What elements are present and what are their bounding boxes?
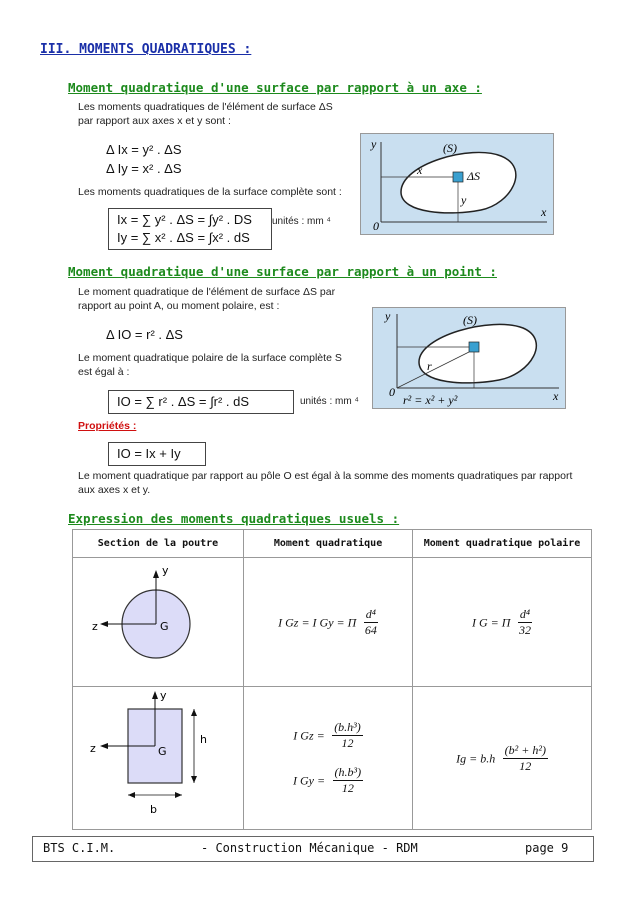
page-footer bbox=[32, 836, 594, 862]
formula-delta-iy: Δ Iy = x² . ΔS bbox=[106, 161, 182, 176]
table-row-rect bbox=[73, 687, 592, 830]
table-header-row bbox=[73, 530, 592, 558]
table-row-circle bbox=[73, 558, 592, 687]
fig1-origin: 0 bbox=[373, 219, 379, 233]
rect-z-label: z bbox=[90, 742, 96, 755]
formula-delta-io: Δ IO = r² . ΔS bbox=[106, 327, 183, 342]
rect-ig-num: (b² + h²) bbox=[504, 742, 546, 757]
axis-figure bbox=[360, 133, 554, 235]
fig1-y-dist: y bbox=[461, 193, 467, 207]
rect-gy-num: (h.b³) bbox=[334, 765, 362, 779]
circle-z-label: z bbox=[92, 620, 98, 633]
expressions-table bbox=[72, 529, 592, 830]
fig2-s-label: (S) bbox=[463, 313, 477, 327]
fig2-x-axis: x bbox=[553, 389, 559, 403]
rect-h-label: h bbox=[200, 733, 207, 746]
formula-io: IO = ∑ r² . ΔS = ∫r² . dS bbox=[117, 394, 250, 409]
axis-complete-text: Les moments quadratiques de la surface complète sont : bbox=[78, 186, 342, 198]
axis-integral-box bbox=[108, 208, 272, 250]
header-moment: Moment quadratique bbox=[244, 530, 413, 558]
properties-label: Propriétés : bbox=[78, 420, 137, 432]
point-integral-box bbox=[108, 390, 294, 414]
rect-y-label: y bbox=[160, 689, 167, 702]
axis-intro-line2: par rapport aux axes x et y sont : bbox=[78, 115, 231, 127]
footer-center: - Construction Mécanique - RDM bbox=[201, 841, 418, 855]
fig2-y-axis: y bbox=[385, 309, 391, 323]
footer-left: BTS C.I.M. bbox=[43, 841, 116, 855]
formula-io-sum: IO = Ix + Iy bbox=[117, 446, 181, 461]
circle-moment-cell bbox=[244, 558, 413, 687]
fig1-x-dist: x bbox=[417, 163, 423, 177]
circle-g-label: G bbox=[160, 620, 169, 633]
circle-polar-cell bbox=[413, 558, 592, 687]
axis-moment-title: Moment quadratique d'une surface par rapport à un axe : bbox=[68, 80, 482, 95]
circle-mp-left: I G = Π bbox=[472, 615, 511, 630]
fig2-relation: r² = x² + y² bbox=[403, 393, 458, 407]
formula-delta-ix: Δ Ix = y² . ΔS bbox=[106, 142, 182, 157]
fig1-x-axis: x bbox=[541, 205, 547, 219]
formula-ix: Ix = ∑ y² . ΔS = ∫y² . DS bbox=[117, 212, 252, 227]
rect-ig-den: 12 bbox=[519, 758, 532, 773]
rect-polar-cell bbox=[413, 687, 592, 830]
axis-intro-line1: Les moments quadratiques de l'élément de surface ΔS bbox=[78, 101, 333, 113]
point-moment-title: Moment quadratique d'une surface par rapport à un point : bbox=[68, 264, 497, 279]
footer-page-number: page 9 bbox=[525, 841, 569, 855]
rect-gz-num: (b.h³) bbox=[334, 720, 361, 734]
circle-mq-num: d⁴ bbox=[365, 606, 376, 621]
rect-gy-den: 12 bbox=[341, 781, 354, 795]
properties-text-line2: aux axes x et y. bbox=[78, 484, 151, 496]
circle-mp-num: d⁴ bbox=[519, 606, 531, 621]
fig2-origin: 0 bbox=[389, 385, 395, 399]
rect-gz-den: 12 bbox=[341, 736, 354, 750]
formula-iy: Iy = ∑ x² . ΔS = ∫x² . dS bbox=[117, 230, 250, 245]
rect-section-cell bbox=[73, 687, 244, 830]
point-units: unités : mm ⁴ bbox=[300, 396, 359, 407]
header-section: Section de la poutre bbox=[73, 530, 244, 558]
rect-g-label: G bbox=[158, 745, 167, 758]
rect-b-label: b bbox=[150, 803, 157, 816]
rect-ig-left: Ig = b.h bbox=[456, 751, 496, 766]
properties-box bbox=[108, 442, 206, 466]
section-title: III. MOMENTS QUADRATIQUES : bbox=[40, 42, 252, 57]
properties-text-line1: Le moment quadratique par rapport au pôle O est égal à la somme des moments quadratiques par rapport bbox=[78, 470, 573, 482]
circle-mp-den: 32 bbox=[518, 622, 531, 637]
point-figure bbox=[372, 307, 566, 409]
fig2-r-label: r bbox=[427, 359, 432, 373]
axis-units: unités : mm ⁴ bbox=[272, 216, 331, 227]
circle-y-label: y bbox=[162, 564, 169, 577]
fig1-s-label: (S) bbox=[443, 141, 457, 155]
rect-section-diagram bbox=[74, 689, 242, 827]
point-intro-line1: Le moment quadratique de l'élément de surface ΔS par bbox=[78, 286, 336, 298]
point-intro-line2: rapport au point A, ou moment polaire, est : bbox=[78, 300, 280, 312]
rect-gy-left: I Gy = bbox=[292, 773, 326, 788]
circle-mq-den: 64 bbox=[364, 622, 377, 637]
circle-section-diagram bbox=[74, 560, 242, 684]
fig1-ds-label: ΔS bbox=[467, 169, 481, 183]
point-complete-line2: est égal à : bbox=[78, 366, 130, 378]
point-complete-line1: Le moment quadratique polaire de la surface complète S bbox=[78, 352, 342, 364]
rect-moment-cell bbox=[244, 687, 413, 830]
fig1-y-axis: y bbox=[371, 137, 377, 151]
circle-mq-left: I Gz = I Gy = Π bbox=[278, 615, 357, 630]
expressions-title: Expression des moments quadratiques usuels : bbox=[68, 511, 400, 526]
header-polar: Moment quadratique polaire bbox=[413, 530, 592, 558]
rect-gz-left: I Gz = bbox=[293, 728, 325, 743]
circle-section-cell bbox=[73, 558, 244, 687]
